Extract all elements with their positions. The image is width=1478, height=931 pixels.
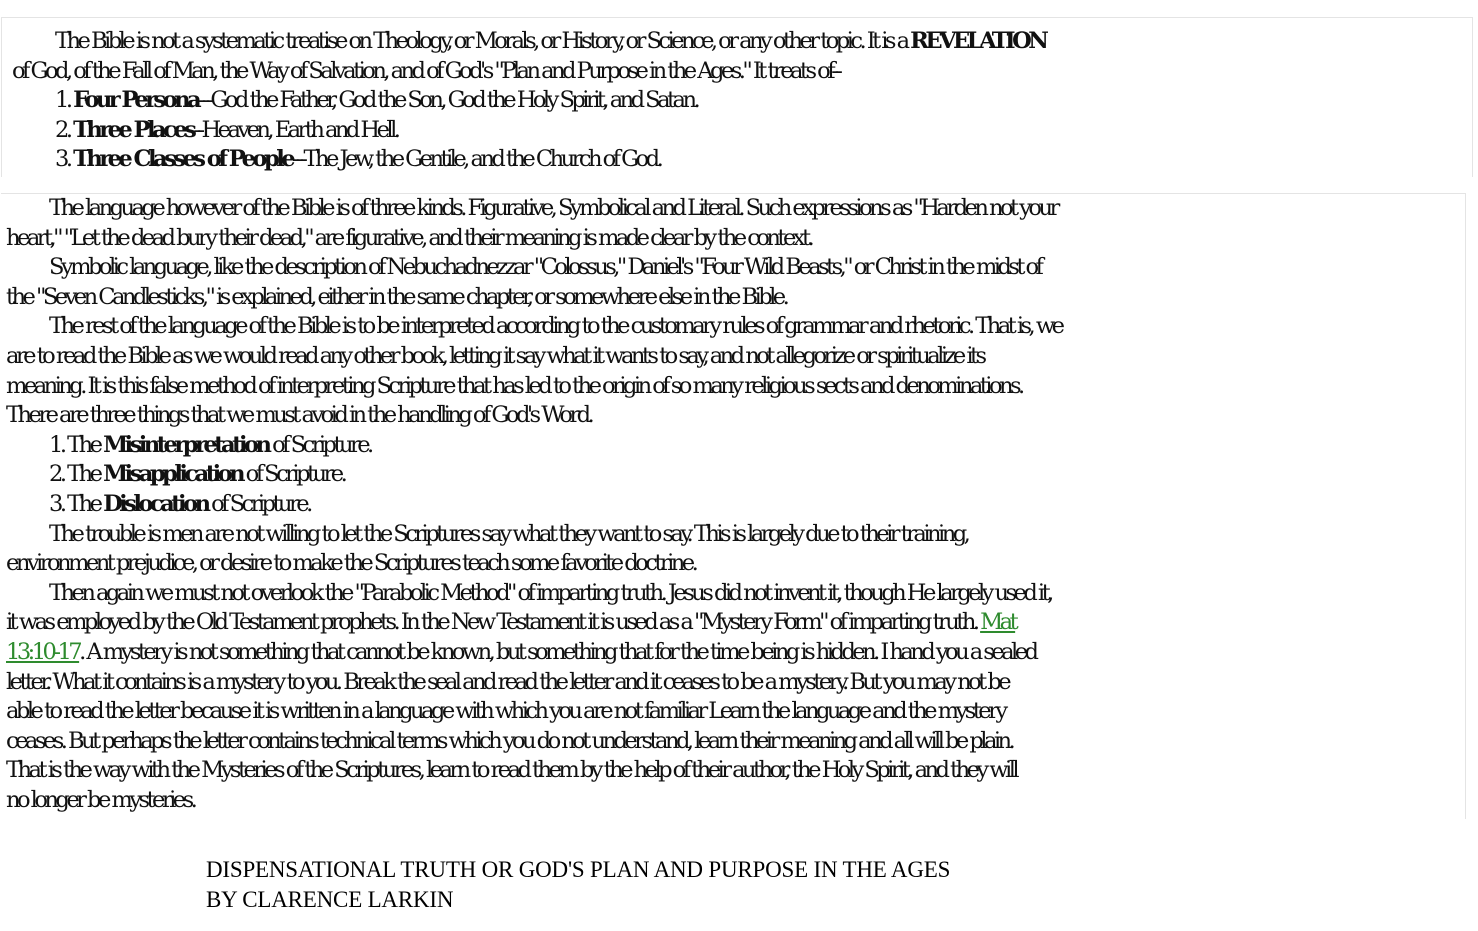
avoid-list-item: [6, 490, 1465, 520]
scripture-link-mat-13-10-17-cont[interactable]: 13:10-17: [6, 638, 80, 665]
paragraph-text: . A mystery is not something that cannot be known, but something that for the time being is hidden. I hand you a sealed: [79, 638, 1036, 665]
list-text: --Heaven, Earth and Hell.: [193, 116, 398, 143]
paragraph-line: environment prejudice, or desire to make the Scriptures teach some favorite doctrine.: [6, 550, 696, 577]
list-text: ---God the Father, God the Son, God the Holy Spirit, and Satan.: [198, 87, 698, 114]
list-text: ---The Jew, the Gentile, and the Church of God.: [292, 146, 661, 173]
avoid-pre: 3. The: [49, 490, 104, 517]
intro-panel: [1, 17, 1473, 177]
list-number: 1.: [55, 87, 74, 114]
paragraph-line: That is the way with the Mysteries of the Scriptures, learn to read them by the help of their author, the Holy Spirit, and they will: [6, 757, 1017, 784]
intro-text: The Bible is not a systematic treatise on Theology, or Morals, or History, or Science, or any other topic. It is a: [55, 28, 911, 54]
paragraph-line: heart," "Let the dead bury their dead," are figurative, and their meaning is made clear by the context.: [6, 224, 812, 251]
avoid-pre: 2. The: [49, 461, 104, 488]
paragraph-line: meaning. It is this false method of interpreting Scripture that has led to the origin of so many religious sects and denominations.: [6, 372, 1022, 399]
paragraph-line: ceases. But perhaps the letter contains technical terms which you do not understand, learn their meaning and all will be plain.: [6, 727, 1013, 754]
paragraph-text: it was employed by the Old Testament prophets. In the New Testament it is used as a "Mystery Form" of imparting truth.: [6, 609, 981, 636]
paragraph-line: letter. What it contains is a mystery to you. Break the seal and read the letter and it ceases to be a mystery. But you may not be: [6, 668, 1009, 695]
list-item: [12, 86, 1472, 116]
list-item: [12, 145, 1472, 175]
list-number: 2.: [55, 116, 74, 143]
avoid-post: of Scripture.: [268, 431, 371, 458]
avoid-term: Misinterpretation: [103, 431, 269, 458]
paragraph-line: The trouble is men are not willing to let the Scriptures say what they want to say. This is largely due to their training,: [49, 520, 968, 547]
book-title: DISPENSATIONAL TRUTH OR GOD'S PLAN AND PURPOSE IN THE AGES: [206, 857, 951, 882]
revelation-term: REVELATION: [910, 28, 1046, 54]
paragraph-line: There are three things that we must avoid in the handling of God's Word.: [6, 402, 592, 429]
paragraph-line: the "Seven Candlesticks," is explained, either in the same chapter, or somewhere else in the Bible.: [6, 283, 787, 310]
avoid-term: Misapplication: [103, 461, 243, 488]
list-number: 3.: [55, 146, 74, 173]
main-panel: [1, 193, 1466, 819]
list-item: [12, 116, 1472, 146]
paragraph-line: The rest of the language of the Bible is to be interpreted according to the customary rules of grammar and rhetoric. That is, we: [49, 313, 1062, 340]
intro-line-2: of God, of the Fall of Man, the Way of Salvation, and of God's "Plan and Purpose in the Ages." It treats of--: [12, 57, 840, 84]
avoid-list-item: [6, 431, 1465, 461]
avoid-post: of Scripture.: [207, 490, 310, 517]
source-caption: [206, 855, 950, 915]
paragraph-line: able to read the letter because it is written in a language with which you are not familiar Learn the language and the mystery: [6, 698, 1005, 725]
avoid-term: Dislocation: [103, 490, 208, 517]
paragraph-line: The language however of the Bible is of three kinds. Figurative, Symbolical and Literal. Such expressions as "Harden not your: [49, 195, 1057, 221]
paragraph-line: are to read the Bible as we would read any other book, letting it say what it wants to say, and not allegorize or spiritualize its: [6, 342, 984, 369]
avoid-post: of Scripture.: [242, 461, 345, 488]
intro-line-1: [12, 27, 1472, 57]
list-term: Three Classes of People: [73, 146, 293, 173]
paragraph-line: Then again we must not overlook the "Parabolic Method" of imparting truth. Jesus did not invent it, though He largely used it,: [49, 579, 1051, 606]
paragraph-line: [6, 638, 1465, 668]
book-author: BY CLARENCE LARKIN: [206, 887, 454, 912]
paragraph-line: Symbolic language, like the description of Nebuchadnezzar "Colossus," Daniel's "Four Wild Beasts," or Christ in the midst of: [49, 254, 1041, 281]
list-term: Four Persona: [73, 87, 199, 114]
list-term: Three Places: [73, 116, 194, 143]
paragraph-line: no longer be mysteries.: [6, 786, 195, 813]
avoid-pre: 1. The: [49, 431, 104, 458]
scripture-link-mat-13-10-17[interactable]: Mat: [980, 609, 1016, 636]
avoid-list-item: [6, 460, 1465, 490]
paragraph-line: [6, 608, 1465, 638]
